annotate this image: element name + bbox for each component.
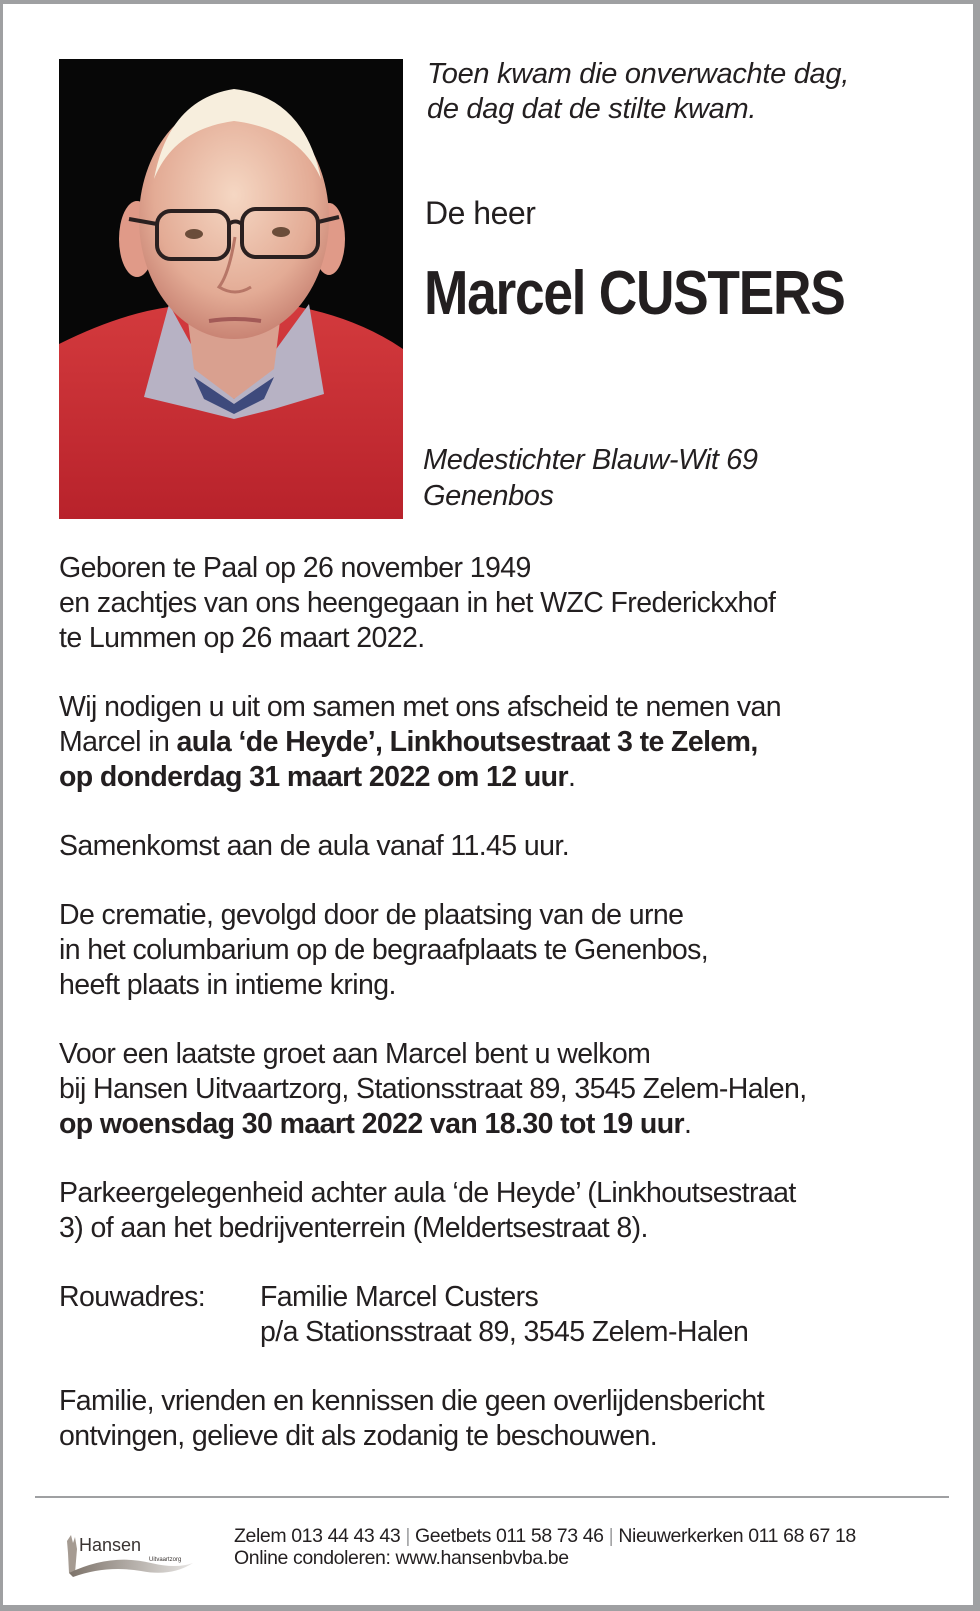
hansen-logo [61, 1529, 197, 1579]
affiliation [423, 442, 758, 514]
text-line: De crematie, gevolgd door de plaatsing van de urne [59, 899, 684, 931]
text-line: Marcel in [59, 726, 177, 758]
deceased-name: Marcel CUSTERS [424, 259, 845, 328]
online-condolence-line [234, 1547, 856, 1569]
portrait-photo [59, 59, 403, 519]
text-line: Familie Marcel Custers [260, 1281, 539, 1313]
phone-number[interactable]: 011 68 67 18 [748, 1525, 856, 1547]
office-name: Nieuwerkerken [618, 1525, 744, 1547]
phone-number[interactable]: 013 44 43 43 [291, 1525, 401, 1547]
text-line: en zachtjes van ons heengegaan in het WZC Frederickxhof [59, 587, 776, 619]
text-line: 3) of aan het bedrijventerrein (Meldertsestraat 8). [59, 1212, 648, 1244]
parking-paragraph [59, 1176, 939, 1246]
rouwadres-label: Rouwadres: [59, 1281, 206, 1313]
text-line: . [684, 1108, 692, 1140]
text-line: ontvingen, gelieve dit als zodanig te beschouwen. [59, 1420, 658, 1452]
office-name: Geetbets [415, 1525, 491, 1547]
website-link[interactable]: www.hansenbvba.be [395, 1547, 569, 1569]
visitation-datetime: op woensdag 30 maart 2022 van 18.30 tot 19 uur [59, 1108, 684, 1140]
text-line: Wij nodigen u uit om samen met ons afscheid te nemen van [59, 691, 782, 723]
ceremony-location: aula ‘de Heyde’, Linkhoutsestraat 3 te Zelem, [176, 726, 758, 758]
affiliation-line: Medestichter Blauw-Wit 69 [423, 444, 758, 476]
text-line: p/a Stationsstraat 89, 3545 Zelem-Halen [260, 1316, 749, 1348]
separator: | [608, 1525, 614, 1547]
contact-info [234, 1525, 856, 1569]
svg-text:Uitvaartzorg: Uitvaartzorg [149, 1557, 182, 1563]
hansen-logo-icon [61, 1529, 197, 1579]
phone-line [234, 1525, 856, 1547]
obituary-body [59, 551, 939, 1488]
text-line: in het columbarium op de begraafplaats te Genenbos, [59, 934, 709, 966]
text-line: te Lummen op 26 maart 2022. [59, 622, 425, 654]
portrait-image [59, 59, 403, 519]
text-line: Geboren te Paal op 26 november 1949 [59, 552, 531, 584]
text-line: Parkeergelegenheid achter aula ‘de Heyde’ (Linkhoutsestraat [59, 1177, 796, 1209]
rouwadres-block [59, 1280, 939, 1350]
text-line: Voor een laatste groet aan Marcel bent u welkom [59, 1038, 651, 1070]
opening-quote [427, 57, 849, 127]
honorific: De heer [425, 195, 536, 231]
affiliation-line: Genenbos [423, 480, 554, 512]
text-line: bij Hansen Uitvaartzorg, Stationsstraat 89, 3545 Zelem-Halen, [59, 1073, 807, 1105]
text-line: . [567, 761, 576, 793]
office-name: Zelem [234, 1525, 287, 1547]
text-line: Familie, vrienden en kennissen die geen overlijdensbericht [59, 1385, 765, 1417]
gathering-paragraph: Samenkomst aan de aula vanaf 11.45 uur. [59, 830, 570, 862]
quote-line: de dag dat de stilte kwam. [427, 93, 757, 125]
visitation-paragraph [59, 1037, 939, 1142]
closing-paragraph [59, 1384, 939, 1454]
ceremony-datetime: op donderdag 31 maart 2022 om 12 uur [59, 761, 568, 793]
online-label: Online condoleren: [234, 1547, 391, 1569]
obituary-card [3, 4, 973, 1605]
ceremony-paragraph [59, 690, 939, 795]
quote-line: Toen kwam die onverwachte dag, [427, 58, 849, 90]
footer-divider [35, 1496, 949, 1498]
cremation-paragraph [59, 898, 939, 1003]
phone-number[interactable]: 011 58 73 46 [495, 1525, 604, 1547]
rouwadres-address [260, 1280, 748, 1350]
birth-death-paragraph [59, 551, 939, 656]
svg-text:Hansen: Hansen [79, 1535, 142, 1555]
text-line: heeft plaats in intieme kring. [59, 969, 396, 1001]
separator: | [405, 1525, 410, 1547]
